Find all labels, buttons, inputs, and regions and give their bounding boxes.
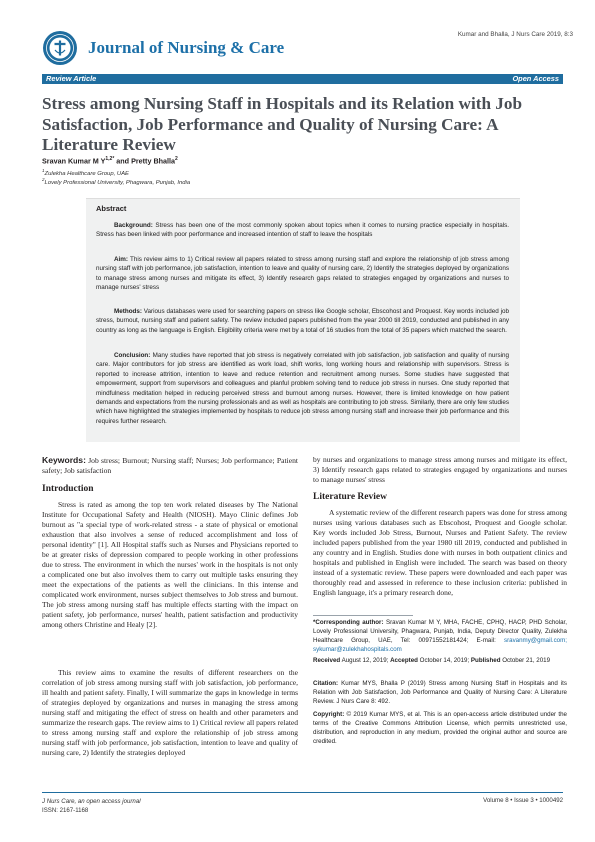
running-head: Kumar and Bhalla, J Nurs Care 2019, 8:3 — [457, 31, 573, 38]
affiliation-1-sup: 1 — [42, 168, 45, 173]
published-label: Published — [470, 657, 501, 664]
introduction-paragraph-1: Stress is rated as among the top ten work related diseases by The National Institute for Occupational Safety and Health (NIOSH). Mayo Clinic defines Job burnout as "a special type of work-related stress - a state of physical or emotional exhaustion that also involves a sense of reduced accomplishment and loss of personal identity" [1]. All Hospital staffs such as Nurses and Physicians reported to be at greater risks of depression compared to people working in other professions due to stress. The environment in which the nurses' work in the hospitals is not only a complicated one but also involves them to carry out multiple tasks ensuring they meet the expectations of the patients as well the clinicians. In this intense and complicated work environment, nurses subject themselves to Job stress and burnout. The job stress among nursing staff has multiple effects starting with the impact on patient safety, job performance, nurses' health, patient satisfaction and productivity among others Christine and Healy [2]. — [42, 500, 298, 629]
copyright-label: Copyright: — [313, 711, 345, 718]
journal-logo-icon — [42, 30, 78, 66]
citation-label: Citation: — [313, 680, 339, 687]
received-label: Received — [313, 657, 341, 664]
accepted-date: October 14, 2019; — [417, 657, 471, 664]
footer-volume: Volume 8 • Issue 3 • 1000492 — [483, 797, 563, 804]
abstract-heading: Abstract — [96, 204, 127, 213]
aim-label: Aim: — [114, 256, 128, 263]
dates — [313, 657, 567, 666]
citation-text: Kumar MYS, Bhalla P (2019) Stress among Nursing Staff in Hospitals and its Relation with Job Satisfaction, Job Performance and Quality of Nursing Care: A Literature Review. J Nurs Care 8: 492. — [313, 680, 567, 705]
corr-label: *Corresponding author: — [313, 619, 384, 626]
open-access-label: Open Access — [512, 74, 559, 83]
abstract-methods — [96, 307, 509, 335]
article-title: Stress among Nursing Staff in Hospitals and its Relation with Job Satisfaction, Job Performance and Quality of Nursing Care: A Literature Review — [42, 94, 523, 154]
corr-text: Sravan Kumar M Y, MHA, FACHE, CPHQ, HACP, PHD Scholar, Lovely Professional University, Phagwara, Punjab, India, Deputy Director Quality, Zulekha Healthcare Group, UAE, Tel: 00971552181424; E-mail: — [313, 619, 567, 644]
aim-text: This review aims to 1) Critical review all papers related to stress among nursing staff and explore the relationship of job stress among nursing staff with job performance, job satisfaction, intention to leave and quality of nursing care, 2) Identify the strategies deployed by organizations to manage stress among nurses and mitigate its effect, 3) Identify research gaps related to strategies engaged by organizations and nurses to manage nurses' stress — [96, 256, 509, 292]
author-line — [42, 156, 178, 165]
journal-name: Journal of Nursing & Care — [88, 38, 285, 57]
keywords — [42, 455, 298, 476]
author-1-sup: 1,2* — [105, 156, 115, 162]
affiliation-1 — [42, 168, 129, 177]
affiliation-1-text: Zulekha Healthcare Group, UAE — [44, 170, 129, 177]
footer-journal-name: J Nurs Care, an open access journal — [42, 798, 141, 805]
article-info-rule — [313, 615, 413, 616]
author-1: Sravan Kumar M Y — [42, 156, 106, 166]
copyright-text: © 2019 Kumar MYS, et al. This is an open-access article distributed under the terms of the Creative Commons Attribution License, which permits unrestricted use, distribution, and reproduction in any medium, provided the original author and source are credited. — [313, 711, 567, 745]
corresponding-author — [313, 619, 567, 655]
author-and: and Pretty Bhalla — [114, 156, 176, 166]
affiliation-2-sup: 2 — [42, 177, 45, 182]
background-label: Background: — [114, 222, 153, 229]
affiliation-2 — [42, 177, 190, 186]
article-type-band — [42, 74, 563, 84]
methods-label: Methods: — [114, 308, 142, 315]
methods-text: Various databases were used for searching papers on stress like Google scholar, Ebscohost and Proquest. Key words included job stress, burnout, nursing staff and patient safety. The review included papers published from the year 2000 till 2019, conducted and published in any country as long as the language is English. Eligibility criteria were met by a total of 16 studies from the total of 35 papers which matched the search. — [96, 308, 509, 334]
abstract-box — [86, 198, 520, 442]
introduction-paragraph-2: This review aims to examine the results of different researchers on the correlation of job stress among nursing staff with job satisfaction, job performance, ill health and patient safety. Finally, I will summarize the gaps in knowledge in terms of strategies deployed by organizations and nurses in managing the stress among nursing staff and mitigating the effect of stress on health and other parameters and summarize the research gaps. The review aims to 1) Critical review all papers related to stress among nursing staff and explore the relationship of job stress among nursing staff with job performance, job satisfaction, intention to leave and quality of nursing care, 2) Identify the strategies deployed — [42, 668, 298, 757]
introduction-heading: Introduction — [42, 484, 94, 494]
article-type-label: Review Article — [46, 74, 97, 83]
abstract-aim — [96, 255, 509, 293]
conclusion-text: Many studies have reported that job stress is negatively correlated with job satisfaction, job satisfaction and quality of nursing care. Major contributors for job stress are identified as work load, shift works, long working hours and relationship with supervisors. Stress is reported to increase attrition, intention to leave and reduce retention and recruitment among nurses. Some studies have suggested that empowerment, support from supervisors and colleagues and planful problem solving tend to reduce job stress in nurses. One study reported that mindfulness meditation helped in reducing perceived stress and burnout among nurses. However, there is limited knowledge on how patient demands and expectations from the nursing professionals and as well as hospitals are contributing to job stress. Similarly, there are only few studies which have highlighted the strategies implemented by hospitals to reduce job stress among nursing staff and increase their job performance and this requires further research. — [96, 352, 509, 425]
conclusion-label: Conclusion: — [114, 352, 151, 359]
introduction-continuation: by nurses and organizations to manage stress among nurses and mitigate its effect, 3) Identify research gaps related to strategies engaged by organizations and nurses to manage nurses' stress — [313, 455, 567, 484]
affiliation-2-text: Lovely Professional University, Phagwara, Punjab, India — [44, 179, 191, 186]
footer-rule — [42, 792, 563, 793]
corr-emails[interactable]: sravanmy@gmail.com; sykumar@zulekhahospitals.com — [313, 636, 567, 653]
keywords-label: Keywords: — [42, 455, 86, 465]
footer-issn: ISSN: 2167-1168 — [42, 807, 89, 814]
accepted-label: Accepted — [390, 657, 418, 664]
abstract-conclusion — [96, 351, 509, 426]
background-text: Stress has been one of the most commonly spoken about topics when it comes to nursing practice especially in hospitals. Stress has been linked with poor performance and increased intention of staff to leave the hospitals — [96, 222, 509, 239]
keywords-text: Job stress; Burnout; Nursing staff; Nurses; Job performance; Patient safety; Job satisfaction — [42, 456, 298, 475]
citation — [313, 680, 567, 707]
author-2-sup: 2 — [175, 156, 178, 162]
literature-review-heading: Literature Review — [313, 492, 387, 502]
abstract-background — [96, 221, 509, 240]
published-date: October 21, 2019 — [500, 657, 551, 664]
copyright — [313, 711, 567, 747]
footer-journal — [42, 797, 141, 815]
received-date: August 12, 2019; — [340, 657, 391, 664]
literature-review-paragraph-1: A systematic review of the different research papers was done for stress among nurses using various databases such as Ebscohost, Proquest and Google scholar. Key words included Job Stress, Burnout, Nurses and Patient Safety. The review included papers published from the year 1980 till 2019, conducted and published in any country and in English. Studies done with nurses in both outpatient clinics and hospitals and published in English were included. The search was based on theory instead of a systematic review. These papers were downloaded and each paper was thoroughly read and assessed in reference to these inclusion criteria: published in English language, it's a primary research done, — [313, 508, 567, 597]
